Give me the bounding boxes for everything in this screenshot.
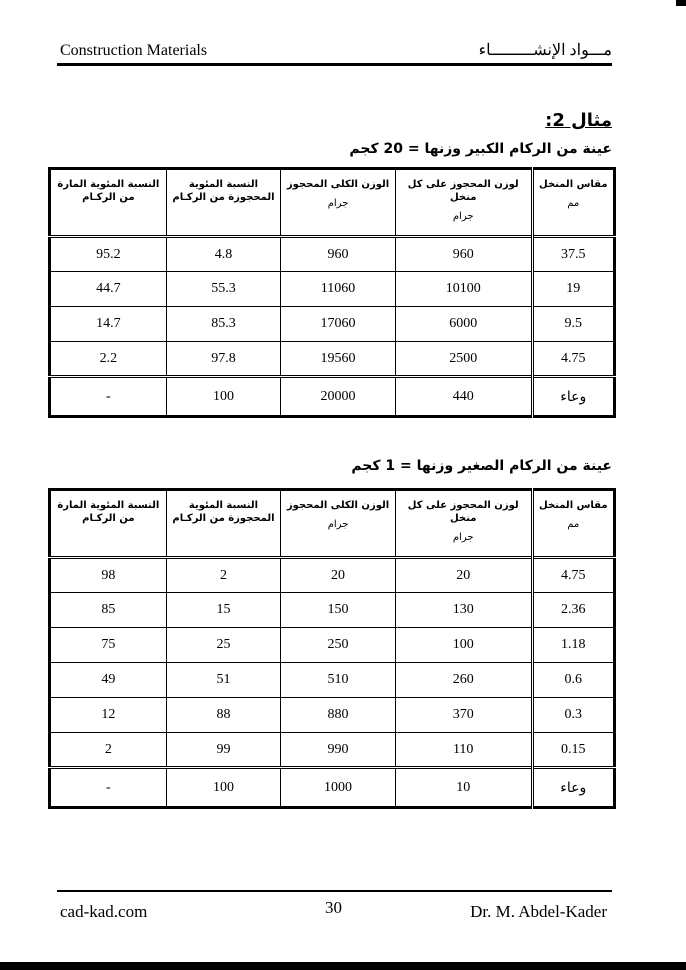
table-row	[50, 307, 615, 342]
total-cell: 440	[395, 377, 532, 417]
table-cell: 88	[166, 698, 281, 733]
table-cell: 990	[281, 733, 396, 768]
table-cell: 75	[50, 628, 167, 663]
table-cell: 85.3	[166, 307, 281, 342]
header-title-en: Construction Materials	[60, 42, 208, 59]
corner-mark	[676, 0, 686, 6]
table-row	[50, 628, 615, 663]
footer-website: cad-kad.com	[60, 902, 148, 921]
column-label: الوزن الكلى المحجوز	[286, 179, 390, 190]
column-label: لوزن المحجوز على كل منخل	[407, 500, 519, 524]
table-cell: 55.3	[166, 272, 281, 307]
table-cell: 17060	[281, 307, 396, 342]
table-cell: 0.6	[532, 663, 614, 698]
column-header	[281, 490, 396, 558]
total-cell: 100	[166, 768, 281, 808]
table-row	[50, 593, 615, 628]
table-cell: 2.2	[50, 342, 167, 377]
total-cell: وعاء	[532, 768, 614, 808]
column-header	[281, 169, 396, 237]
table-row	[50, 558, 615, 593]
table-cell: 880	[281, 698, 396, 733]
column-header	[166, 169, 281, 237]
table-cell: 85	[50, 593, 167, 628]
total-row	[50, 768, 615, 808]
column-header	[166, 490, 281, 558]
table-cell: 1.18	[532, 628, 614, 663]
column-header	[395, 490, 532, 558]
column-label: لوزن المحجوز على كل منخل	[407, 179, 519, 203]
table-cell: 20	[281, 558, 396, 593]
table-cell: 97.8	[166, 342, 281, 377]
column-header	[50, 169, 167, 237]
column-header	[395, 169, 532, 237]
page-number: 30	[325, 898, 342, 917]
table-row	[50, 698, 615, 733]
table-cell: 98	[50, 558, 167, 593]
table-cell: 130	[395, 593, 532, 628]
table-cell: 960	[395, 237, 532, 272]
column-unit: جرام	[327, 198, 349, 209]
table-cell: 510	[281, 663, 396, 698]
column-header	[50, 490, 167, 558]
table-cell: 15	[166, 593, 281, 628]
table-cell: 110	[395, 733, 532, 768]
table-row	[50, 663, 615, 698]
column-header	[532, 490, 614, 558]
table-cell: 2.36	[532, 593, 614, 628]
column-unit: جرام	[327, 519, 349, 530]
table-cell: 4.75	[532, 558, 614, 593]
bottom-bar	[0, 962, 686, 970]
table-cell: 49	[50, 663, 167, 698]
table-row	[50, 237, 615, 272]
table-cell: 150	[281, 593, 396, 628]
table-cell: 19	[532, 272, 614, 307]
table-cell: 37.5	[532, 237, 614, 272]
table-cell: 2	[166, 558, 281, 593]
column-label: الوزن الكلى المحجوز	[286, 500, 390, 511]
table-cell: 370	[395, 698, 532, 733]
total-cell: 1000	[281, 768, 396, 808]
total-cell: 100	[166, 377, 281, 417]
table-cell: 260	[395, 663, 532, 698]
column-unit: جرام	[452, 211, 474, 222]
table-cell: 9.5	[532, 307, 614, 342]
footer-author: Dr. M. Abdel-Kader	[470, 902, 607, 921]
header-title-ar: مـــواد الإنشـــــــــاء	[478, 42, 612, 59]
coarse-aggregate-table	[48, 167, 616, 418]
table-row	[50, 733, 615, 768]
column-unit: مم	[567, 519, 580, 530]
table-cell: 2500	[395, 342, 532, 377]
table-cell: 100	[395, 628, 532, 663]
total-cell: 20000	[281, 377, 396, 417]
column-label: النسبة المئوية المحجوزة من الركـام	[172, 500, 275, 524]
table-cell: 6000	[395, 307, 532, 342]
table-cell: 0.3	[532, 698, 614, 733]
header-row	[50, 490, 615, 558]
table-row	[50, 272, 615, 307]
total-cell: وعاء	[532, 377, 614, 417]
header-rule	[57, 63, 612, 66]
total-cell: 10	[395, 768, 532, 808]
footer-rule	[57, 890, 612, 892]
column-label: النسبة المئوية المحجوزة من الركـام	[172, 179, 275, 203]
table-cell: 20	[395, 558, 532, 593]
table-cell: 4.8	[166, 237, 281, 272]
table-cell: 250	[281, 628, 396, 663]
column-label: مقاس المنخل	[539, 179, 608, 190]
table-cell: 0.15	[532, 733, 614, 768]
table-cell: 19560	[281, 342, 396, 377]
column-header	[532, 169, 614, 237]
table-cell: 11060	[281, 272, 396, 307]
column-unit: مم	[567, 198, 580, 209]
table-cell: 10100	[395, 272, 532, 307]
table-cell: 44.7	[50, 272, 167, 307]
header-row	[50, 169, 615, 237]
table-cell: 51	[166, 663, 281, 698]
example-title: مثال 2:	[545, 110, 612, 131]
total-row	[50, 377, 615, 417]
column-label: النسبة المئوية المارة من الركـام	[57, 179, 160, 203]
total-cell: -	[50, 768, 167, 808]
column-unit: جرام	[452, 532, 474, 543]
table-cell: 99	[166, 733, 281, 768]
table-cell: 4.75	[532, 342, 614, 377]
fine-aggregate-table	[48, 488, 616, 809]
table-cell: 14.7	[50, 307, 167, 342]
column-label: النسبة المئوية المارة من الركـام	[57, 500, 160, 524]
table-row	[50, 342, 615, 377]
table-cell: 95.2	[50, 237, 167, 272]
column-label: مقاس المنخل	[539, 500, 608, 511]
table-cell: 2	[50, 733, 167, 768]
table2-title: عينة من الركام الصغير وزنها = 1 كجم	[351, 458, 612, 474]
table-cell: 25	[166, 628, 281, 663]
table1-title: عينة من الركام الكبير وزنها = 20 كجم	[349, 141, 612, 157]
table-cell: 12	[50, 698, 167, 733]
total-cell: -	[50, 377, 167, 417]
table-cell: 960	[281, 237, 396, 272]
